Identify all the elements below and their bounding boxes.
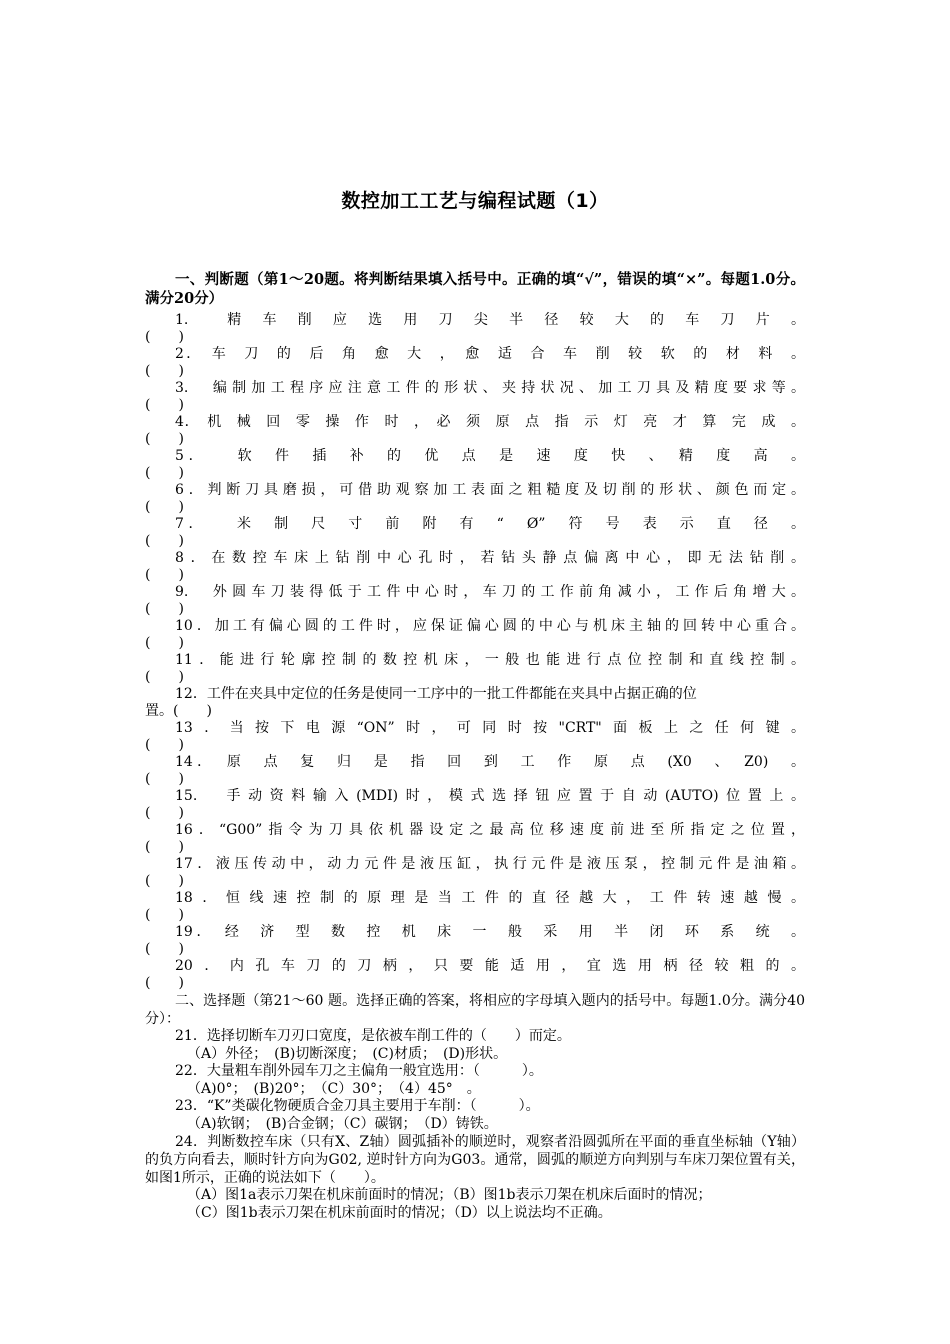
answer-bracket[interactable]: ( ) [145, 363, 184, 379]
tf-question [145, 346, 805, 380]
tf-question [145, 618, 805, 652]
tf-question [145, 890, 805, 924]
tf-question-text: 18．恒线速控制的原理是当工件的直径越大，工件转速越慢。 [175, 890, 805, 906]
answer-bracket[interactable]: 置。( ) [145, 703, 212, 719]
question-24 [145, 1133, 805, 1222]
question-24-stem: 24．判断数控车床（只有X、Z轴）圆弧插补的顺逆时，观察者沿圆弧所在平面的垂直坐标轴（Y轴）的负方向看去，顺时针方向为G02, 逆时针方向为G03。通常，圆弧的顺逆方向判别与车床刀架位置有关，如图1所示，正确的说法如下（ ）。 [145, 1134, 805, 1186]
tf-question-text: 10．加工有偏心圆的工件时，应保证偏心圆的中心与机床主轴的回转中心重合。 [175, 618, 805, 634]
answer-bracket[interactable]: ( ) [145, 499, 184, 515]
tf-question-text: 19． 经 济 型 数 控 机 床 一 般 采 用 半 闭 环 系 统 。 [175, 924, 805, 940]
answer-bracket[interactable]: ( ) [145, 669, 184, 685]
tf-question [145, 312, 805, 346]
tf-question [145, 516, 805, 550]
tf-question [145, 380, 805, 414]
answer-bracket[interactable]: ( ) [145, 567, 184, 583]
tf-question [145, 924, 805, 958]
tf-question [145, 652, 805, 686]
answer-bracket[interactable]: ( ) [145, 465, 184, 481]
answer-bracket[interactable]: ( ) [145, 397, 184, 413]
tf-question-text: 6．判断刀具磨损，可借助观察加工表面之粗糙度及切削的形状、颜色而定。 [175, 482, 805, 498]
answer-bracket[interactable]: ( ) [145, 805, 184, 821]
tf-question-text: 13．当按下电源“ON”时，可同时按"CRT"面板上之任何键。 [175, 720, 805, 736]
answer-bracket[interactable]: ( ) [145, 907, 184, 923]
answer-bracket[interactable]: ( ) [145, 329, 184, 345]
tf-question-text: 1. 精 车 削 应 选 用 刀 尖 半 径 较 大 的 车 刀 片 。 [175, 312, 805, 328]
tf-question-text: 7． 米 制 尺 寸 前 附 有 “ Ø” 符 号 表 示 直 径 。 [175, 516, 805, 532]
tf-question-text: 3. 编制加工程序应注意工件的形状、夹持状况、加工刀具及精度要求等。 [175, 380, 805, 396]
section2-heading: 二、选择题（第21～60 题。选择正确的答案，将相应的字母填入题内的括号中。每题1.0分。满分40分）： [145, 993, 805, 1027]
tf-question [145, 482, 805, 516]
tf-question-text: 16．“G00”指令为刀具依机器设定之最高位移速度前进至所指定之位置， [175, 822, 805, 838]
tf-question [145, 686, 805, 720]
question-21-stem: 21．选择切断车刀刃口宽度，是依被车削工件的（ ）而定。 [175, 1028, 571, 1044]
question-22-stem: 22．大量粗车削外园车刀之主偏角一般宜选用：（ ）。 [175, 1063, 543, 1079]
tf-question [145, 958, 805, 992]
tf-question-text: 4． 机 械 回 零 操 作 时 ， 必 须 原 点 指 示 灯 亮 才 算 完 成 。 [175, 414, 805, 430]
tf-question-text: 20．内孔车刀的刀柄，只要能适用，宜选用柄径较粗的。 [175, 958, 805, 974]
answer-bracket[interactable]: ( ) [145, 941, 184, 957]
page-title: 数控加工工艺与编程试题（1） [341, 190, 609, 212]
answer-bracket[interactable]: ( ) [145, 771, 184, 787]
tf-question-text: 2． 车 刀 的 后 角 愈 大 ， 愈 适 合 车 削 较 软 的 材 料 。 [175, 346, 805, 362]
question-23 [145, 1098, 805, 1133]
tf-question-text: 11．能进行轮廓控制的数控机床，一般也能进行点位控制和直线控制。 [175, 652, 805, 668]
tf-question [145, 720, 805, 754]
question-22-options: （A)0°； (B)20°； （C）30°； （4）45° 。 [187, 1080, 481, 1097]
tf-question [145, 822, 805, 856]
tf-question-text: 8．在数控车床上钻削中心孔时，若钻头静点偏离中心，即无法钻削。 [175, 550, 805, 566]
tf-question-text: 12．工件在夹具中定位的任务是使同一工序中的一批工件都能在夹具中占据正确的位 [175, 686, 697, 702]
answer-bracket[interactable]: ( ) [145, 975, 184, 991]
tf-question [145, 414, 805, 448]
tf-question [145, 550, 805, 584]
answer-bracket[interactable]: ( ) [145, 635, 184, 651]
tf-question [145, 584, 805, 618]
question-24-option-line2: （C）图1b表示刀架在机床前面时的情况；（D）以上说法均不正确。 [187, 1204, 612, 1221]
question-21 [145, 1028, 805, 1063]
exam-body [145, 270, 805, 1222]
true-false-list [145, 312, 805, 992]
question-22 [145, 1063, 805, 1098]
answer-bracket[interactable]: ( ) [145, 533, 184, 549]
section1-heading: 一、判断题（第1～20题。将判断结果填入括号中。正确的填“√”，错误的填“×”。每题1.0分。满分20分） [145, 271, 805, 307]
tf-question-text: 15. 手动资料输入(MDI)时，模式选择钮应置于自动(AUTO)位置上。 [175, 788, 805, 804]
tf-question [145, 754, 805, 788]
tf-question [145, 788, 805, 822]
answer-bracket[interactable]: ( ) [145, 431, 184, 447]
tf-question [145, 448, 805, 482]
tf-question-text: 5． 软 件 插 补 的 优 点 是 速 度 快 、 精 度 高 。 [175, 448, 805, 464]
question-21-options: （A）外径； (B)切断深度； (C)材质； (D)形状。 [187, 1045, 508, 1062]
tf-question-text: 9. 外圆车刀装得低于工件中心时，车刀的工作前角减小，工作后角增大。 [175, 584, 805, 600]
answer-bracket[interactable]: ( ) [145, 737, 184, 753]
tf-question [145, 856, 805, 890]
answer-bracket[interactable]: ( ) [145, 873, 184, 889]
answer-bracket[interactable]: ( ) [145, 601, 184, 617]
answer-bracket[interactable]: ( ) [145, 839, 184, 855]
question-23-stem: 23．“K”类碳化物硬质合金刀具主要用于车削：（ ）。 [175, 1098, 540, 1114]
question-24-option-line1: （A）图1a表示刀架在机床前面时的情况；（B）图1b表示刀架在机床后面时的情况； [187, 1187, 712, 1203]
tf-question-text: 17．液压传动中，动力元件是液压缸，执行元件是液压泵，控制元件是油箱。 [175, 856, 805, 872]
question-23-options: （A)软钢； (B)合金钢；（C）碳钢； （D）铸铁。 [187, 1115, 498, 1132]
tf-question-text: 14． 原 点 复 归 是 指 回 到 工 作 原 点 (X0 、 Z0) 。 [175, 754, 805, 770]
